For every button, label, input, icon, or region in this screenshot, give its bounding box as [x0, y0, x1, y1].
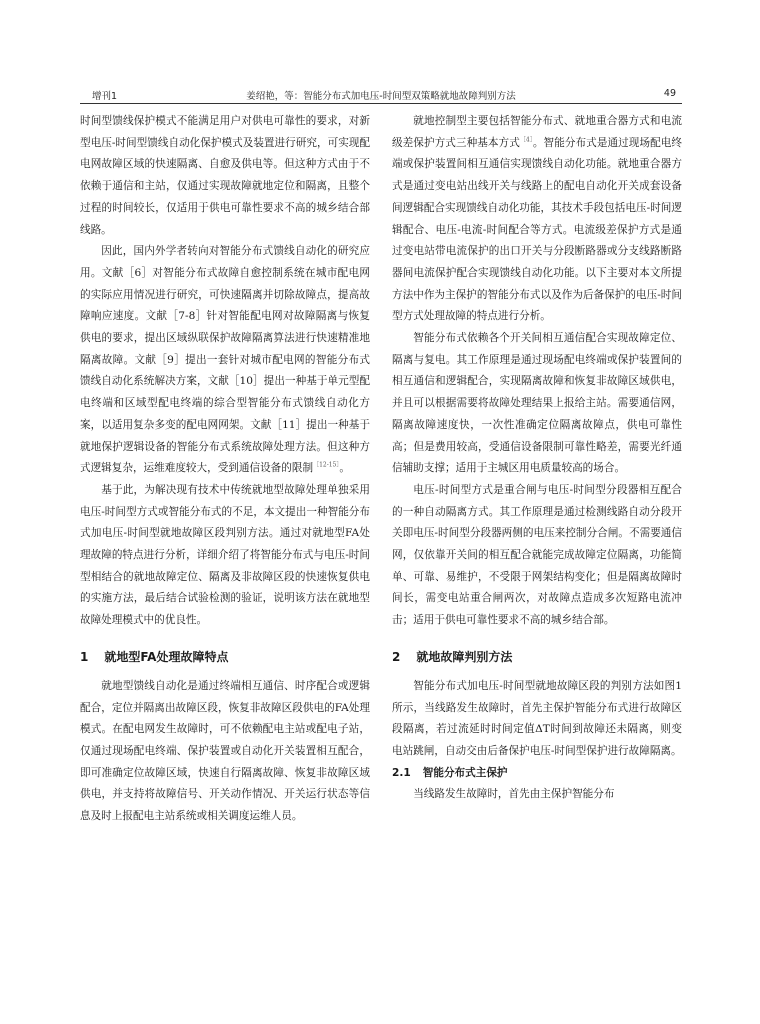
paragraph-continued: 时间型馈线保护模式不能满足用户对供电可靠性的要求，对新型电压-时间型馈线自动化保护模式及装置进行研究，可实现配电网故障区域的快速隔离、自愈及供电等。但这种方式由于不依赖于通信和主站，仅通过实现故障就地定位和隔离，且整个过程的时间较长，仅适用于供电可靠性要求不高的城乡结合部线路。: [80, 115, 370, 236]
paragraph-proposal: 基于此，为解决现有技术中传统就地型故障处理单独采用电压-时间型方式或智能分布式的不足，本文提出一种智能分布式加电压-时间型就地故障区段判别方法。通过对就地型FA处理故障的特点进行分析，详细介绍了将智能分布式与电压-时间型相结合的就地故障定位、隔离及非故障区段的快速恢复供电的实施方法，最后结合试验检测的验证，说明该方法在就地型故障处理模式中的优良性。: [80, 483, 370, 627]
paragraph-main-protection: 当线路发生故障时，首先由主保护智能分布: [413, 788, 615, 801]
running-header: [80, 86, 682, 102]
running-title: 姜绍艳，等：智能分布式加电压-时间型双策略就地故障判别方法: [246, 91, 516, 102]
citation-ref: ［4］: [519, 136, 533, 144]
header-rule: [80, 103, 682, 104]
page-number: 49: [663, 88, 676, 99]
paragraph-method-overview: 智能分布式加电压-时间型就地故障区段的判别方法如图1所示，当线路发生故障时，首先主保护智能分布式进行故障区段隔离，若过流延时时间定值ΔT时间到故障还未隔离，则变电站跳闸，自动交由后备保护电压-时间型保护进行故障隔离。: [392, 679, 682, 757]
paragraph-text-cont: 。智能分布式是通过现场配电终端或保护装置间相互通信实现馈线自动化功能。就地重合器方式是通过变电站出线开关与线路上的配电自动化开关成套设备间逻辑配合实现馈线自动化功能，其技术手段包括电压-时间逻辑配合、电压-电流-时间配合等方式。电流级差保护方式是通过变电站带电流保护的出口开关与分段断路器或分支线路断路器间电流保护配合实现馈线自动化功能。以下主要对本文所提方法中作为主保护的智能分布式以及作为后备保护的电压-时间型方式处理故障的特点进行分析。: [392, 136, 683, 323]
paragraph-literature-review: [80, 241, 370, 480]
paragraph-intelligent-distributed: 智能分布式依赖各个开关间相互通信配合实现故障定位、隔离与复电。其工作原理是通过现场配电终端或保护装置间的相互通信和逻辑配合，实现隔离故障和恢复非故障区域供电，并且可以根据需要将故障处理结果上报给主站。需要通信网，隔离故障速度快，一次性准确定位隔离故障点，供电可靠性高；但是费用较高，受通信设备限制可靠性略差，需要光纤通信辅助支撑；适用于主城区用电质量较高的场合。: [392, 332, 682, 475]
section-heading-2: [392, 646, 682, 668]
subsection-title: 智能分布式主保护: [422, 766, 508, 779]
paragraph-voltage-time: 电压-时间型方式是重合闸与电压-时间型分段器相互配合的一种自动隔离方式。其工作原理是通过检测线路自动分段开关即电压-时间型分段器两侧的电压来控制分合闸。不需要通信网，仅依靠开关间的相互配合就能完成故障定位隔离，功能简单、可靠、易维护，不受限于网架结构变化；但是隔离故障时间长，需变电站重合闸两次，对故障点造成多次短路电流冲击；适用于供电可靠性要求不高的城乡结合部。: [392, 483, 682, 627]
journal-issue: 增刊1: [92, 91, 118, 102]
subsection-number: 2.1: [392, 766, 411, 779]
section-number: 2: [392, 649, 401, 664]
paragraph-local-control-types: [392, 111, 682, 328]
section-title: 就地故障判别方法: [416, 649, 513, 664]
section-number: 1: [80, 649, 89, 664]
paragraph-local-fa: 就地型馈线自动化是通过终端相互通信、时序配合或逻辑配合，定位并隔离出故障区段，恢复非故障区段供电的FA处理模式。在配电网发生故障时，可不依赖配电主站或配电子站，仅通过现场配电终端、保护装置或自动化开关装置相互配合，即可准确定位故障区域，快速自行隔离故障、恢复非故障区域供电，并支持将故障信号、开关动作情况、开关运行状态等信息及时上报配电主站系统或相关调度运维人员。: [80, 679, 370, 823]
citation-ref: ［12-15］: [313, 461, 340, 469]
section-heading-1: [80, 646, 370, 668]
right-column: [392, 111, 682, 806]
subsection-heading-2-1: [392, 763, 682, 785]
left-column: [80, 111, 370, 828]
paragraph-text: 因此，国内外学者转向对智能分布式馈线自动化的研究应用。文献［6］对智能分布式故障自愈控制系统在城市配电网的实际应用情况进行研究，可快速隔离并切除故障点，提高故障响应速度。文献［7-8］针对智能配电网对故障隔离与恢复供电的要求，提出区域纵联保护故障隔离算法进行快速精准地隔离故障。文献［9］提出一套针对城市配电网的智能分布式馈线自动化系统解决方案，文献［10］提出一种基于单元型配电终端和区域型配电终端的综合型智能分布式馈线自动化方案，以适用复杂多变的配电网网架。文献［11］提出一种基于就地保护逻辑设备的智能分布式系统故障处理方法。但这种方式逻辑复杂，运维难度较大，受到通信设备的限制: [80, 245, 370, 475]
paragraph-text-end: 。: [339, 462, 350, 475]
paragraph-text: 就地控制型主要包括智能分布式、就地重合器方式和电流级差保护方式三种基本方式: [392, 115, 682, 149]
section-title: 就地型FA处理故障特点: [104, 649, 229, 664]
